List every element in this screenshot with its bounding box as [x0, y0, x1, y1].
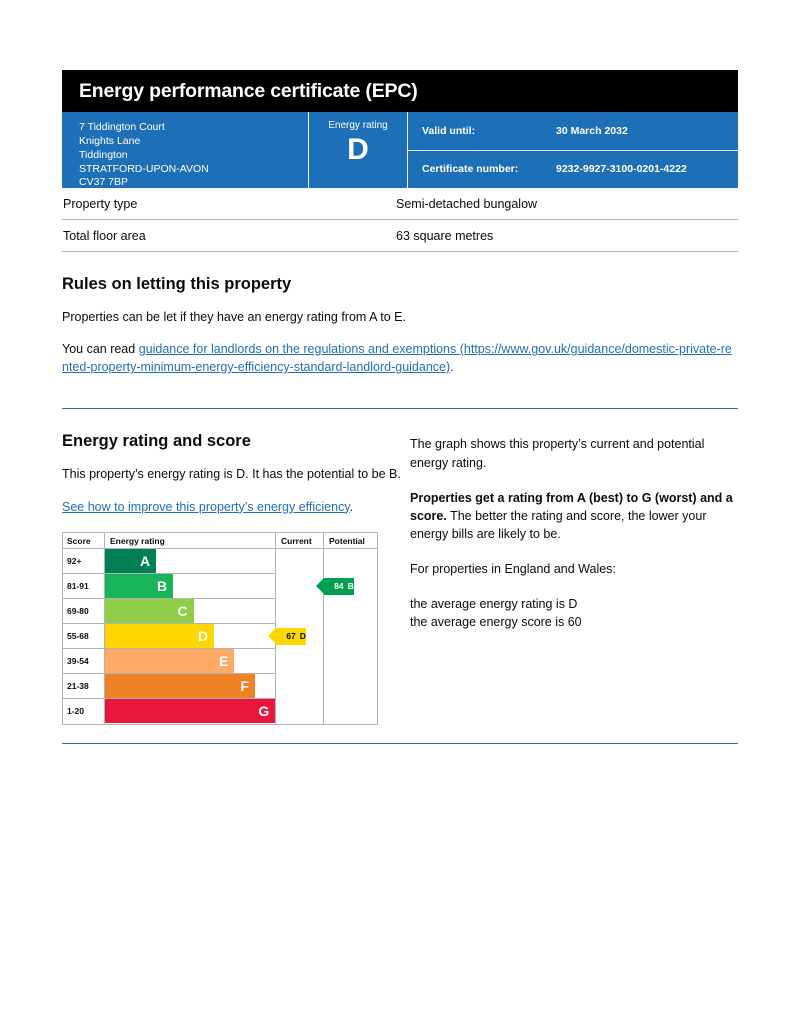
current-rating-marker	[276, 628, 306, 645]
page-title: Energy performance certificate (EPC)	[79, 79, 418, 102]
certificate-number-row	[408, 150, 738, 189]
energy-rating-badge	[308, 112, 408, 188]
address-postcode: CV37 7BP	[79, 176, 129, 189]
potential-letter: B	[347, 581, 354, 592]
band-score-b: 81-91	[63, 574, 105, 599]
band-bar-wrap-a	[105, 549, 275, 574]
detail-row-floor-area	[62, 220, 738, 252]
band-score-e: 39-54	[63, 649, 105, 674]
average-score-text: the average energy score is 60	[410, 615, 582, 630]
graph-potential-column	[324, 549, 377, 724]
graph-col-energy-rating: Energy rating	[110, 535, 165, 546]
band-letter-c: C	[177, 602, 188, 619]
rating-scale-paragraph	[410, 489, 738, 543]
document-title-bar	[62, 70, 738, 112]
energy-rating-heading: Energy rating and score	[62, 432, 251, 451]
address-line-1: 7 Tiddington Court	[79, 121, 165, 133]
band-letter-d: D	[197, 627, 208, 644]
graph-col-current: Current	[275, 533, 323, 548]
band-letter-f: F	[240, 677, 249, 694]
band-letter-g: G	[258, 702, 270, 719]
graph-current-column	[276, 549, 324, 724]
band-bar-wrap-f	[105, 674, 275, 699]
section-divider-bottom	[62, 743, 738, 744]
rating-scale-rest-text: The better the rating and score, the lower your energy bills are likely to be.	[410, 508, 707, 541]
graph-explanation-paragraph: The graph shows this property’s current and potential energy rating.	[410, 437, 705, 470]
valid-until-value: 30 March 2032	[556, 124, 628, 137]
average-rating-text: the average energy rating is D	[410, 597, 578, 612]
graph-bars	[63, 549, 276, 724]
band-bar-wrap-c	[105, 599, 275, 624]
address-line-4: STRATFORD-UPON-AVON	[79, 162, 209, 175]
improve-link-suffix: .	[349, 499, 354, 514]
potential-rating-marker	[324, 578, 354, 595]
valid-until-label: Valid until:	[422, 124, 476, 137]
energy-rating-paragraph: This property’s energy rating is D. It has the potential to be B.	[62, 467, 401, 482]
graph-band-b	[63, 574, 275, 599]
band-bar-e	[105, 649, 234, 673]
band-bar-g	[105, 699, 275, 723]
band-score-f: 21-38	[63, 674, 105, 699]
floor-area-value: 63 square metres	[396, 229, 494, 243]
current-score: 67	[286, 631, 296, 642]
graph-band-g	[63, 699, 275, 724]
band-bar-wrap-g	[105, 699, 275, 724]
guidance-suffix-text: .	[450, 360, 454, 375]
energy-rating-letter: D	[347, 132, 369, 166]
band-bar-wrap-b	[105, 574, 275, 599]
letting-guidance-paragraph	[62, 340, 738, 376]
graph-band-e	[63, 649, 275, 674]
certificate-meta	[408, 112, 738, 188]
band-letter-a: A	[139, 552, 151, 569]
band-bar-a	[105, 549, 156, 573]
band-bar-wrap-d	[105, 624, 275, 649]
graph-band-f	[63, 674, 275, 699]
energy-rating-graph	[62, 532, 378, 725]
graph-col-potential: Potential	[323, 533, 377, 548]
improve-efficiency-link[interactable]: See how to improve this property’s energy efficiency	[62, 499, 350, 514]
letting-rules-heading: Rules on letting this property	[62, 275, 292, 293]
certificate-number-label: Certificate number:	[422, 163, 519, 176]
graph-col-score: Score	[63, 533, 105, 548]
epc-document	[62, 70, 738, 744]
band-bar-c	[105, 599, 194, 623]
potential-score: 84	[334, 581, 344, 592]
band-bar-b	[105, 574, 173, 598]
address-line-2: Knights Lane	[79, 134, 141, 147]
energy-rating-label: Energy rating	[328, 120, 388, 131]
band-bar-wrap-e	[105, 649, 275, 674]
band-bar-d	[105, 624, 214, 648]
band-bar-f	[105, 674, 255, 698]
graph-header-row	[63, 533, 377, 549]
letting-rules-paragraph: Properties can be let if they have an energy rating from A to E.	[62, 310, 406, 324]
floor-area-label: Total floor area	[63, 229, 146, 243]
graph-band-a	[63, 549, 275, 574]
energy-rating-left-column	[62, 432, 410, 724]
address-line-3: Tiddington	[79, 148, 128, 161]
graph-body	[63, 549, 377, 724]
band-score-a: 92+	[63, 549, 105, 574]
property-type-value: Semi-detached bungalow	[396, 197, 538, 211]
energy-rating-section	[62, 409, 738, 724]
band-score-c: 69-80	[63, 599, 105, 624]
rating-scale-bold-text: Properties get a rating from A (best) to G (worst) and a score.	[410, 490, 733, 523]
landlord-guidance-link[interactable]: guidance for landlords on the regulations and exemptions (https://www.gov.uk/guidance/domestic-private-rented-property-minimum-energy-efficiency-standard-landlord-guidance)	[62, 342, 732, 375]
letting-rules-section	[62, 252, 738, 376]
property-type-label: Property type	[63, 197, 138, 211]
valid-until-row	[408, 112, 738, 150]
graph-band-d	[63, 624, 275, 649]
band-letter-b: B	[157, 577, 168, 594]
certificate-number-value: 9232-9927-3100-0201-4222	[556, 163, 687, 176]
improve-efficiency-paragraph	[62, 498, 410, 516]
band-letter-e: E	[219, 652, 229, 669]
energy-rating-right-column	[410, 432, 738, 724]
certificate-summary-banner	[62, 112, 738, 188]
guidance-prefix-text: You can read	[62, 342, 139, 357]
current-letter: D	[299, 631, 306, 642]
graph-band-c	[63, 599, 275, 624]
detail-row-property-type	[62, 188, 738, 220]
property-address	[62, 112, 308, 188]
band-score-g: 1-20	[63, 699, 105, 724]
band-score-d: 55-68	[63, 624, 105, 649]
england-wales-intro: For properties in England and Wales:	[410, 562, 616, 576]
